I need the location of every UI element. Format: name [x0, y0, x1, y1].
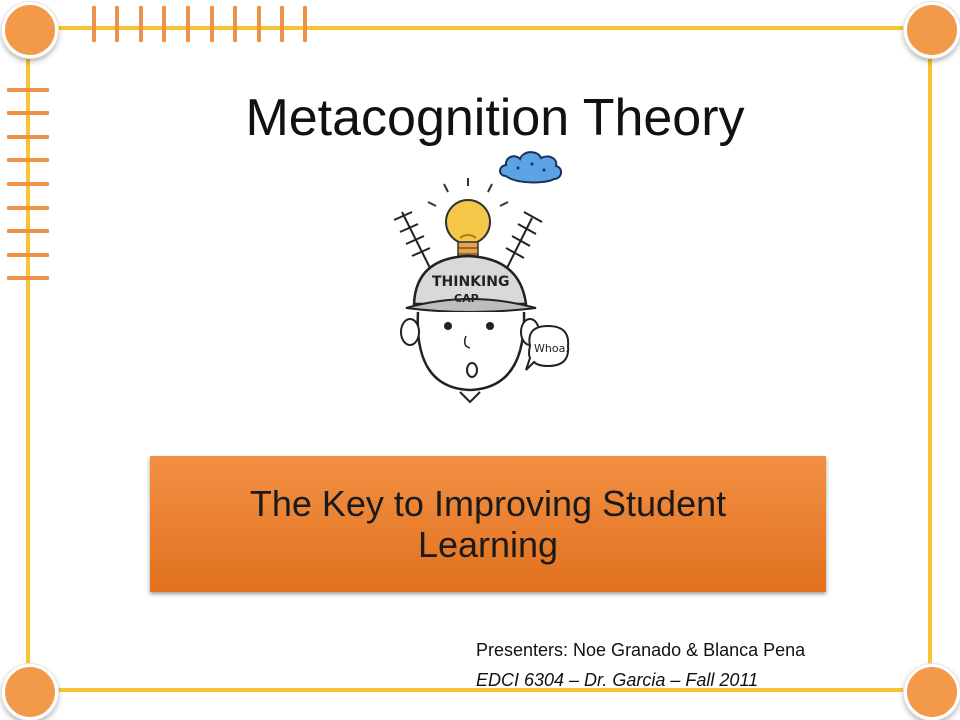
- presenters-text: Presenters: Noe Granado & Blanca Pena: [476, 640, 806, 660]
- tick-mark-top: [139, 6, 143, 42]
- tick-mark-left: [7, 229, 49, 233]
- course-info-text: EDCI 6304 – Dr. Garcia – Fall 2011: [476, 670, 759, 690]
- tick-mark-top: [233, 6, 237, 42]
- cap-word-cap: CAP: [454, 292, 479, 305]
- thinking-cap-illustration: [380, 140, 570, 420]
- tick-mark-left: [7, 206, 49, 210]
- slide-title: Metacognition Theory: [245, 89, 745, 147]
- tick-mark-left: [7, 276, 49, 280]
- corner-circle-top-right: [904, 2, 960, 58]
- antenna-right-icon: [504, 212, 542, 274]
- corner-circle-bottom-left: [2, 664, 58, 720]
- corner-circle-top-left: [2, 2, 58, 58]
- tick-mark-top: [92, 6, 96, 42]
- tick-mark-top: [210, 6, 214, 42]
- corner-circle-bottom-right: [904, 664, 960, 720]
- tick-mark-top: [303, 6, 307, 42]
- antenna-left-icon: [394, 212, 432, 272]
- lightbulb-icon: [428, 178, 508, 260]
- tick-mark-left: [7, 158, 49, 162]
- subtitle-line-2: Learning: [417, 524, 559, 565]
- tick-mark-left: [7, 182, 49, 186]
- tick-mark-top: [280, 6, 284, 42]
- tick-mark-top: [115, 6, 119, 42]
- cap-word-thinking: THINKING: [432, 274, 510, 290]
- tick-mark-left: [7, 253, 49, 257]
- tick-mark-top: [162, 6, 166, 42]
- subtitle-line-1: The Key to Improving Student: [249, 482, 727, 524]
- tick-mark-top: [257, 6, 261, 42]
- speech-bubble-text: Whoa.: [534, 342, 569, 355]
- tick-mark-top: [186, 6, 190, 42]
- subtitle-box: [150, 456, 826, 592]
